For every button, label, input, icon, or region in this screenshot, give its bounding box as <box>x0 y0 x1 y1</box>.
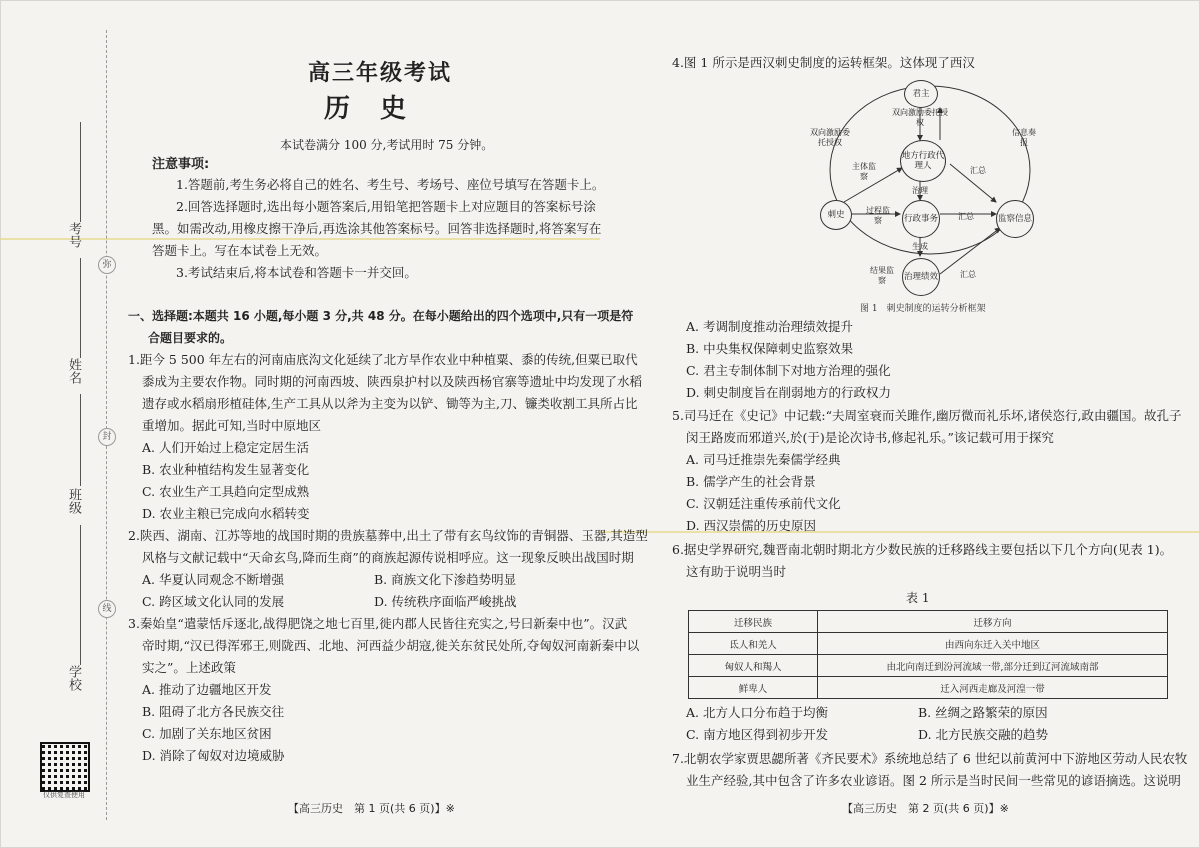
table-cell: 氐人和羌人 <box>689 633 818 655</box>
q6-stem: 6.据史学界研究,魏晋南北朝时期北方少数民族的迁移路线主要包括以下几个方向(见表 1)。 <box>672 542 1173 557</box>
q3-option-b: B. 阻碍了北方各民族交往 <box>142 704 285 719</box>
diagram-label: 汇总 <box>960 270 976 279</box>
q2-option-b: B. 商族文化下渗趋势明显 <box>374 572 517 587</box>
diagram-label: 过程监察 <box>866 206 890 225</box>
q5-option-b: B. 儒学产生的社会背景 <box>686 474 816 489</box>
q7-stem: 7.北朝农学家贾思勰所著《齐民要术》系统地总结了 6 世纪以前黄河中下游地区劳动人民农牧 <box>672 751 1188 766</box>
table-1-title: 表 1 <box>906 591 930 605</box>
q1-option-d: D. 农业主粮已完成向水稻转变 <box>142 506 310 521</box>
q5-stem: 5.司马迁在《史记》中记载:“夫周室衰而关雎作,幽厉微而礼乐坏,诸侯恣行,政由疆国。故孔子 <box>672 408 1182 423</box>
node-admin-affairs: 行政事务 <box>902 200 940 238</box>
diagram-label: 汇总 <box>970 166 986 175</box>
q6-option-c: C. 南方地区得到初步开发 <box>686 727 829 742</box>
q2-option-d: D. 传统秩序面临严峻挑战 <box>374 594 517 609</box>
table-cell: 鲜卑人 <box>689 677 818 699</box>
diagram-label: 汇总 <box>958 212 974 221</box>
diagram-label: 信息奏报 <box>1012 128 1036 147</box>
figure-1-caption: 图 1 刺史制度的运转分析框架 <box>860 304 986 314</box>
diagram-label: 治理 <box>912 186 928 195</box>
table-cell: 由北向南迁到汾河流域一带,部分迁到辽河流域南部 <box>818 655 1168 677</box>
q1-stem: 黍成为主要农作物。同时期的河南西坡、陕西泉护村以及陕西杨官寨等遗址中均发现了水稻 <box>142 374 643 389</box>
table-row <box>689 633 1168 655</box>
q4-option-a: A. 考调制度推动治理绩效提升 <box>686 319 853 334</box>
class-line <box>80 394 81 486</box>
diagram-label: 生成 <box>912 242 928 251</box>
q2-option-c: C. 跨区域文化认同的发展 <box>142 594 285 609</box>
q2-stem: 2.陕西、湖南、江苏等地的战国时期的贵族墓葬中,出土了带有玄鸟纹饰的青铜器、玉器,其造型 <box>128 528 648 543</box>
exam-number-line <box>80 122 81 222</box>
notes-line: 答题卡上。写在本试卷上无效。 <box>152 243 328 258</box>
name-label: 姓名 <box>66 358 81 384</box>
q3-option-d: D. 消除了匈奴对边境威胁 <box>142 748 285 763</box>
page-footer: 【高三历史 第 2 页(共 6 页)】※ <box>842 802 1009 815</box>
table-cell: 由西向东迁入关中地区 <box>818 633 1168 655</box>
q6-option-b: B. 丝绸之路繁荣的原因 <box>918 705 1048 720</box>
name-line <box>80 258 81 358</box>
node-cishi: 刺史 <box>820 200 852 230</box>
notes-line: 1.答题前,考生务必将自己的姓名、考生号、考场号、座位号填写在答题卡上。 <box>176 177 605 192</box>
q1-stem: 遗存或水稻扇形植硅体,生产工具从以斧为主变为以铲、锄等为主,刀、镰类收割工具所占比 <box>142 396 638 411</box>
notes-line: 黑。如需改动,用橡皮擦干净后,再选涂其他答案标号。回答非选择题时,将答案写在 <box>152 221 602 236</box>
class-label: 班级 <box>66 488 81 514</box>
node-local-agent: 地方行政代理人 <box>900 140 946 182</box>
binding-line <box>106 30 107 820</box>
q3-stem: 实之”。上述政策 <box>142 660 236 675</box>
table-header-cell: 迁移民族 <box>689 611 818 633</box>
node-governance-performance: 治理绩效 <box>902 258 940 296</box>
q3-option-c: C. 加剧了关东地区贫困 <box>142 726 272 741</box>
diagram-label: 双向激励委托授权 <box>892 108 948 127</box>
section-heading: 合题目要求的。 <box>148 331 233 345</box>
table-header-cell: 迁移方向 <box>818 611 1168 633</box>
q4-option-d: D. 刺史制度旨在削弱地方的行政权力 <box>686 385 892 400</box>
table-header-row <box>689 611 1168 633</box>
school-label: 学校 <box>66 665 81 691</box>
q3-option-a: A. 推动了边疆地区开发 <box>142 682 272 697</box>
score-note: 本试卷满分 100 分,考试用时 75 分钟。 <box>280 138 494 152</box>
page-footer: 【高三历史 第 1 页(共 6 页)】※ <box>288 802 455 815</box>
diagram-label: 结果监察 <box>870 266 894 285</box>
seal-mark: 弥 <box>98 256 116 274</box>
seal-mark: 封 <box>98 428 116 446</box>
school-line <box>80 525 81 665</box>
q5-option-c: C. 汉朝廷注重传承前代文化 <box>686 496 841 511</box>
notes-line: 3.考试结束后,将本试卷和答题卡一并交回。 <box>176 265 417 280</box>
q2-stem: 风格与文献记载中“天命玄鸟,降而生商”的商族起源传说相呼应。这一现象反映出战国时期 <box>142 550 634 565</box>
q4-option-c: C. 君主专制体制下对地方治理的强化 <box>686 363 891 378</box>
diagram-label: 主体监察 <box>852 162 876 181</box>
node-monarch: 君主 <box>904 80 938 108</box>
q5-option-d: D. 西汉崇儒的历史原因 <box>686 518 817 533</box>
table-1 <box>688 610 1168 699</box>
notes-heading: 注意事项: <box>152 157 210 172</box>
q6-stem: 这有助于说明当时 <box>686 564 787 579</box>
q5-option-a: A. 司马迁推崇先秦儒学经典 <box>686 452 841 467</box>
q4-option-b: B. 中央集权保障刺史监察效果 <box>686 341 854 356</box>
q1-option-a: A. 人们开始过上稳定定居生活 <box>142 440 309 455</box>
q3-stem: 3.秦始皇“遣蒙恬斥逐北,战得肥饶之地七百里,徙内郡人民皆往充实之,号曰新秦中也”。汉武 <box>128 616 628 631</box>
seal-mark: 线 <box>98 600 116 618</box>
notes-line: 2.回答选择题时,选出每小题答案后,用铅笔把答题卡上对应题目的答案标号涂 <box>176 199 596 214</box>
table-cell: 匈奴人和羯人 <box>689 655 818 677</box>
qr-caption: 仅供复查使用 <box>43 791 85 799</box>
table-cell: 迁入河西走廊及河湟一带 <box>818 677 1168 699</box>
q1-option-c: C. 农业生产工具趋向定型成熟 <box>142 484 310 499</box>
q4-stem: 4.图 1 所示是西汉刺史制度的运转框架。这体现了西汉 <box>672 55 975 70</box>
q1-stem: 1.距今 5 500 年左右的河南庙底沟文化延续了北方旱作农业中种植粟、黍的传统,但粟已取代 <box>128 352 638 367</box>
q6-option-a: A. 北方人口分布趋于均衡 <box>686 705 828 720</box>
q7-stem: 业生产经验,其中包含了许多农业谚语。图 2 所示是当时民间一些常见的谚语摘选。这说明 <box>686 773 1181 788</box>
table-row <box>689 655 1168 677</box>
section-heading: 一、选择题:本题共 16 小题,每小题 3 分,共 48 分。在每小题给出的四个选项中,只有一项是符 <box>128 309 634 323</box>
q1-stem: 重增加。据此可知,当时中原地区 <box>142 418 321 433</box>
exam-title: 高三年级考试 <box>307 61 452 86</box>
subject-title: 历史 <box>323 94 436 124</box>
q5-stem: 闵王路废而邪道兴,於(于)是论次诗书,修起礼乐。”该记载可用于探究 <box>686 430 1054 445</box>
q2-option-a: A. 华夏认同观念不断增强 <box>142 572 284 587</box>
figure-1-diagram <box>800 78 1060 298</box>
table-row <box>689 677 1168 699</box>
exam-number-label: 考号 <box>66 222 81 248</box>
qr-code <box>40 742 90 792</box>
q3-stem: 帝时期,“汉已得浑邪王,则陇西、北地、河西益少胡寇,徙关东贫民处所,夺匈奴河南新秦中以 <box>142 638 640 653</box>
q1-option-b: B. 农业种植结构发生显著变化 <box>142 462 310 477</box>
node-supervision-info: 监察信息 <box>996 200 1034 238</box>
diagram-label: 双向激励委托授权 <box>810 128 850 147</box>
q6-option-d: D. 北方民族交融的趋势 <box>918 727 1049 742</box>
